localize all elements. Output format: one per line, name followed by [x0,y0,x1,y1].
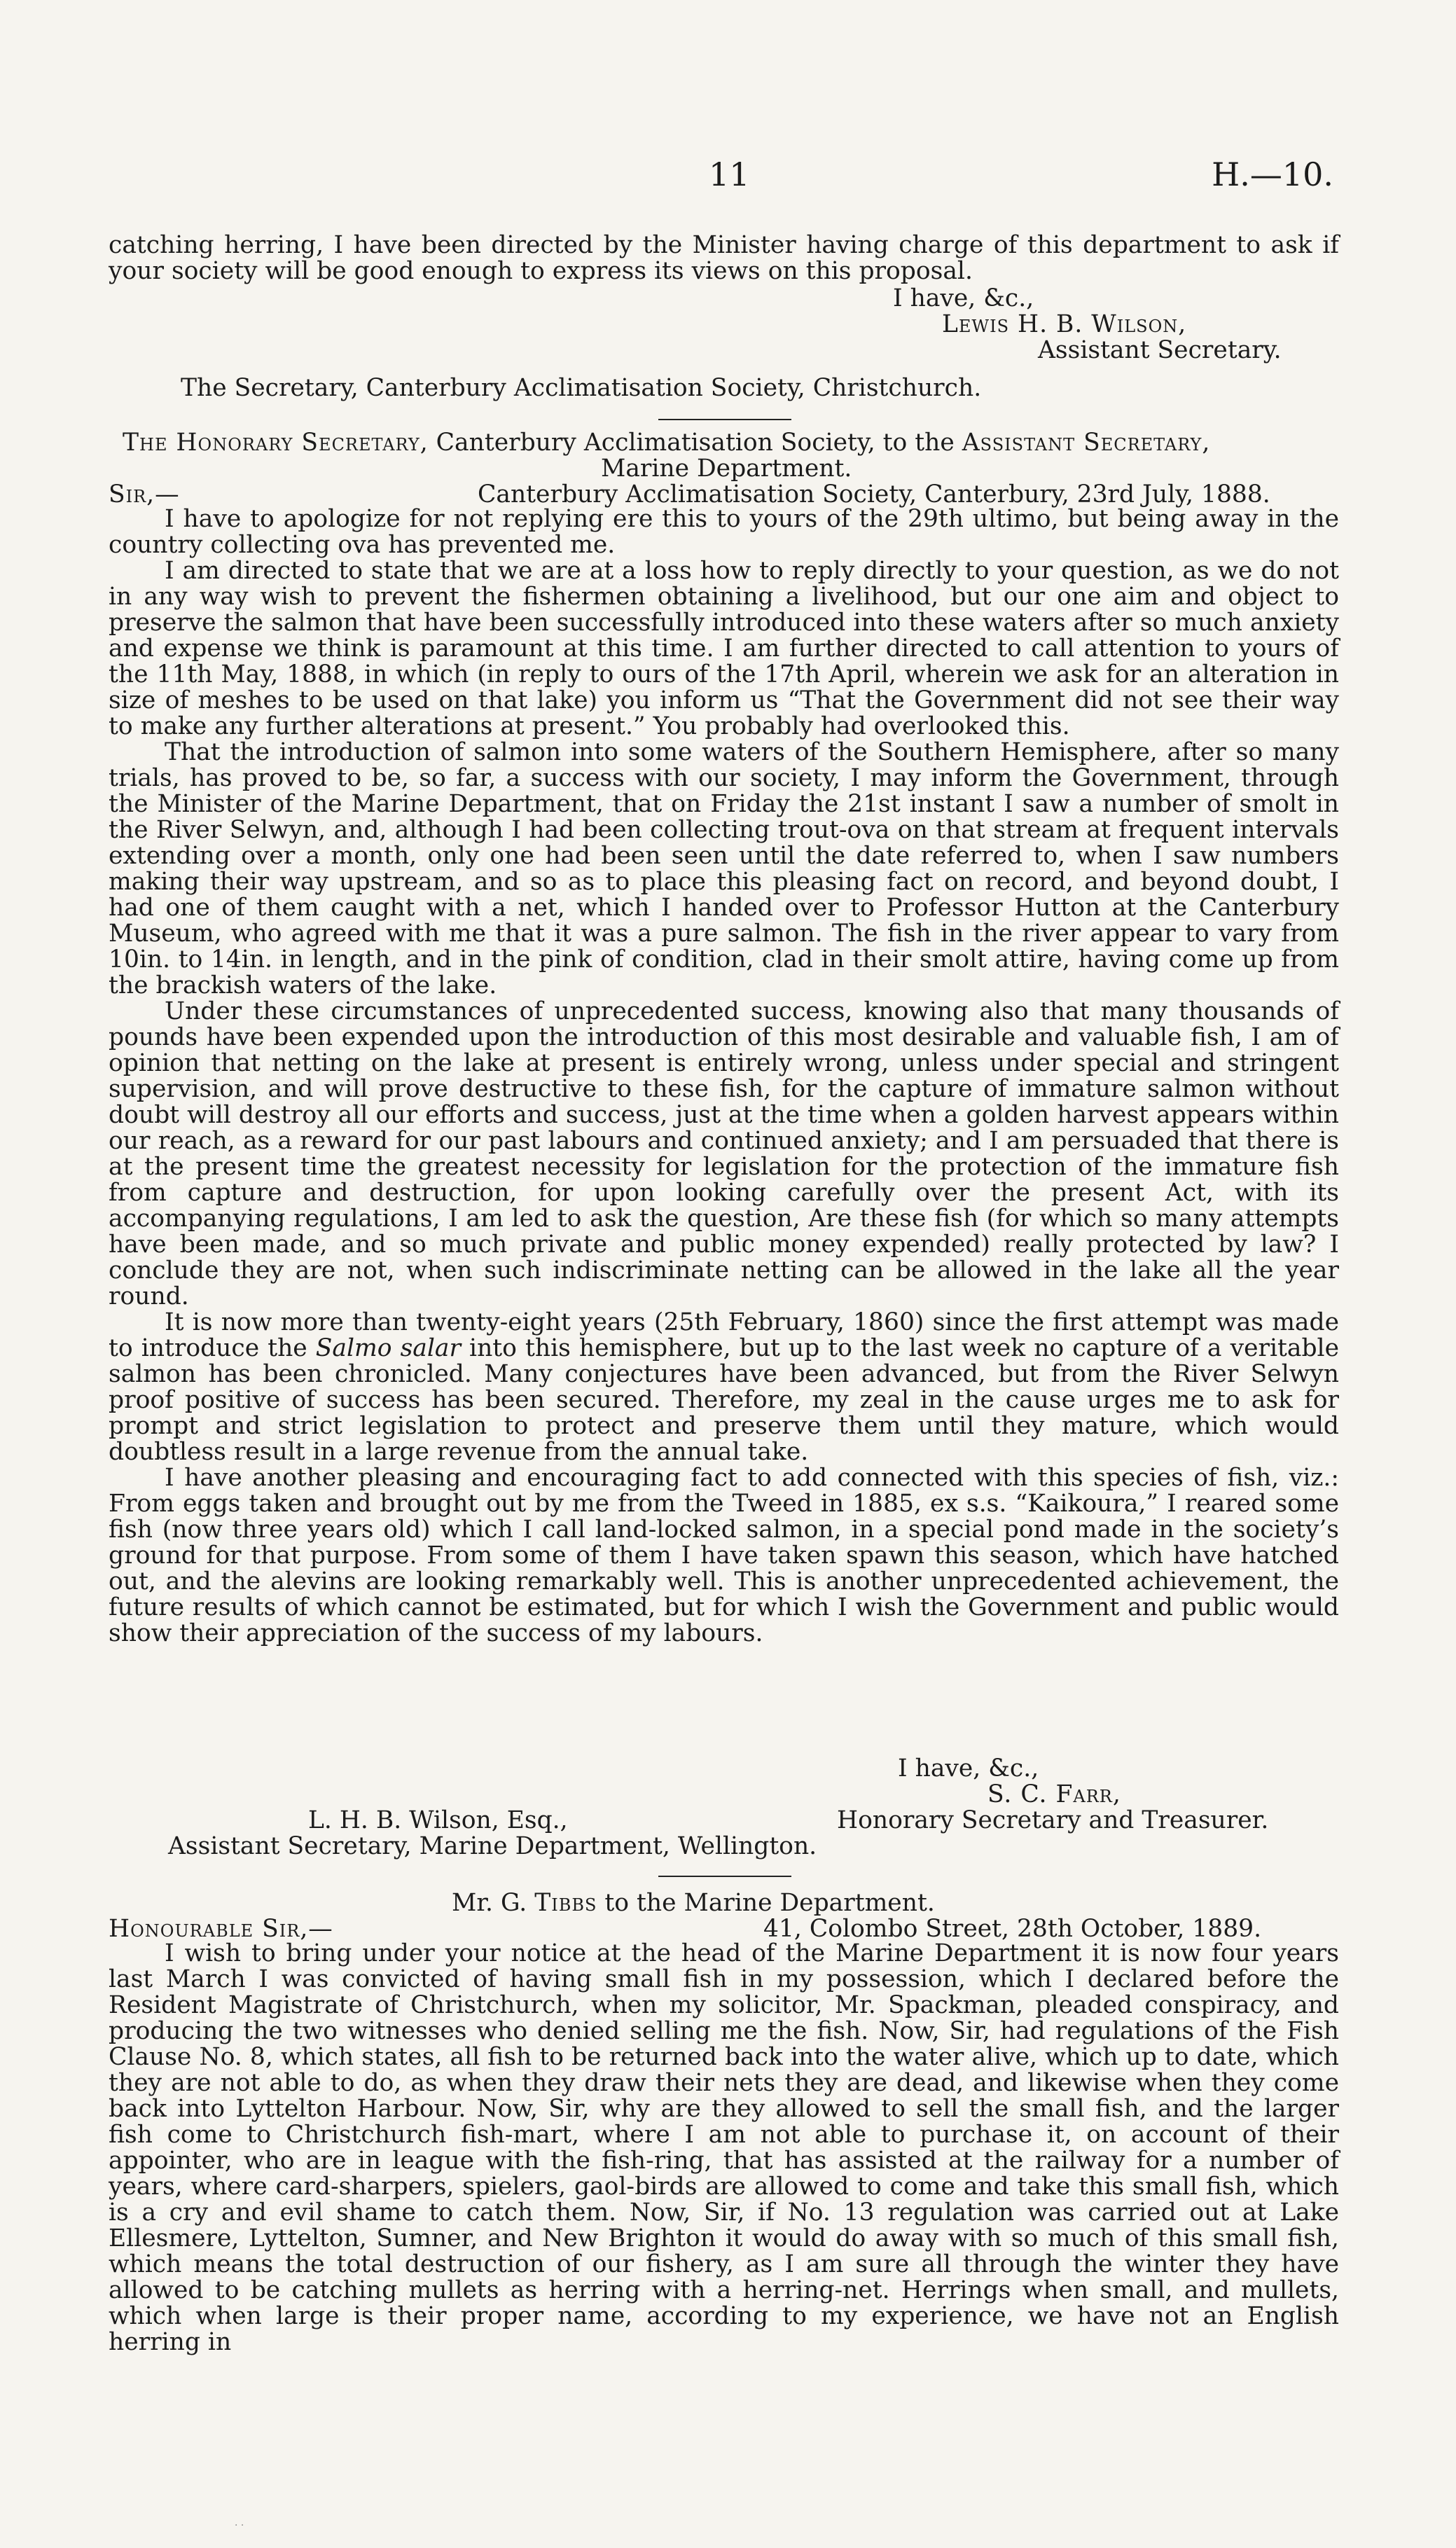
letter2-addressee-title: Assistant Secretary, Marine Department, Wellington. [168,1832,817,1860]
letter2-heading-mid: Canterbury Acclimatisation Society, to the [428,429,962,457]
letter2-paragraph-6: I have another pleasing and encouraging fact to add connected with this species of fish, viz.: From eggs taken and brought out by me from the Tweed in 1885, ex s.s. “Kaikoura,” I reared some fish (now three years old) which I call land-locked salmon, in a special pond made in the society’s ground for that purpose. From some of them I have taken spawn this season, which have hatched out, and the alevins are looking remarkably well. This is another unprecedented achievement, the future results of which cannot be estimated, but for which I wish the Government and public would show their appreciation of the success of my labours. [109,1464,1339,1647]
salmo-salar-italic: Salmo salar [315,1334,461,1362]
scan-speck: · · [235,2520,244,2531]
letter2-paragraph-5-end: into this hemisphere, but up to the last week no capture of a veritable salmon has been chronicled. Many conjectures have been advanced, but from the River Selwyn proof positive of success has been secured. Therefore, my zeal in the cause urges me to ask for prompt and strict legislation to protect and preserve them until they mature, which would doubtless result in a large revenue from the annual take. [109,1334,1339,1466]
letter2-paragraph-4: Under these circumstances of unprecedented success, knowing also that many thousands of pounds have been expended upon the introduction of this most desirable and valuable fish, I am of opinion that netting on the lake at present is entirely wrong, unless under special and stringent supervision, and will prove destructive to these fish, for the capture of immature salmon without doubt will destroy all our efforts and success, just at the time when a golden harvest appears within our reach, as a reward for our past labours and continued anxiety; and I am persuaded that there is at the present time the greatest necessity for legislation for the protection of the immature fish from capture and destruction, for upon looking carefully over the present Act, with its accompanying regulations, I am led to ask the question, Are these fish (for which so many attempts have been made, and so much private and public money expended) really protected by law? I conclude they are not, when such indiscriminate netting can be allowed in the lake all the year round. [109,997,1339,1310]
letter2-heading [123,429,1210,457]
letter1-sign-off: I have, &c., [893,284,1034,312]
letter2-heading-line2: Marine Department. [601,455,852,483]
letter2-addressee-name: L. H. B. Wilson, Esq., [308,1806,568,1834]
letter2-paragraph-1: I have to apologize for not replying ere this to yours of the 29th ultimo, but being away in the country collecting ova has prevented me. [109,505,1339,559]
letter2-salutation: Sir,— [109,480,180,508]
letter3-salutation: Honourable Sir,— [109,1915,333,1943]
letter2-body [109,506,1339,1647]
separator-rule-2 [658,1876,791,1877]
letter2-paragraph-2: I am directed to state that we are at a loss how to reply directly to your question, as we do not in any way wish to prevent the fishermen obtaining a livelihood, but our one aim and object to preserve the salmon that have been successfully introduced into these waters after so much anxiety and expense we think is paramount at this time. I am further directed to call attention to yours of the 11th May, 1888, in which (in reply to ours of the 17th April, wherein we ask for an alteration in size of meshes to be used on that lake) you inform us “That the Government did not see their way to make any further alterations at present.” You probably had overlooked this. [109,557,1339,740]
letter3-paragraph: I wish to bring under your notice at the head of the Marine Department it is now four years last March I was convicted of having small fish in my possession, which I declared before the Resident Magistrate of Christchurch, when my solicitor, Mr. Spackman, pleaded conspiracy, and producing the two witnesses who denied selling me the fish. Now, Sir, had regulations of the Fish Clause No. 8, which states, all fish to be returned back into the water alive, which up to date, which they are not able to do, as when they draw their nets they are dead, and likewise when they come back into Lyttelton Harbour. Now, Sir, why are they allowed to sell the small fish, and the larger fish come to Christchurch fish-mart, where I am not able to purchase it, on account of their appointer, who are in league with the fish-ring, that has assisted at the railway for a number of years, where card-sharpers, spielers, gaol-birds are allowed to come and take this small fish, which is a cry and evil shame to catch them. Now, Sir, if No. 13 regulation was carried out at Lake Ellesmere, Lyttelton, Sumner, and New Brighton it would do away with so much of this small fish, which means the total destruction of our fishery, as I am sure all through the winter they have allowed to be catching mullets as herring with a herring-net. Herrings when small, and mullets, which when large is their proper name, according to my experience, we have not an English herring in [109,1939,1339,2356]
letter2-place-date: Canterbury Acclimatisation Society, Canterbury, 23rd July, 1888. [478,480,1270,508]
page-number: 11 [709,155,750,193]
letter1-signer-title: Assistant Secretary. [1038,336,1282,364]
letter2-paragraph-5 [109,1310,1339,1465]
letter3-heading-prefix: Mr. G. [452,1889,535,1917]
letter2-heading-from: The Honorary Secretary, [123,429,429,457]
letter2-paragraph-5-start: It is now more than twenty-eight years (25th February, 1860) since the first attempt was made to introduce the [109,1308,1339,1362]
document-reference: H.—10. [1212,155,1333,193]
separator-rule-1 [658,419,791,420]
letter1-closing-paragraph: catching herring, I have been directed by the Minister having charge of this department to ask if your society will be good enough to express its views on this proposal. [109,231,1339,285]
letter2-heading-to: Assistant Secretary, [962,429,1211,457]
letter3-heading-suffix: to the Marine Department. [597,1889,935,1917]
letter2-paragraph-3: That the introduction of salmon into some waters of the Southern Hemisphere, after so many trials, has proved to be, so far, a success with our society, I may inform the Government, through the Minister of the Marine Department, that on Friday the 21st instant I saw a number of smolt in the River Selwyn, and, although I had been collecting trout-ova on that stream at frequent intervals extending over a month, only one had been seen until the date referred to, when I saw numbers making their way upstream, and so as to place this pleasing fact on record, and beyond doubt, I had one of them caught with a net, which I handed over to Professor Hutton at the Canterbury Museum, who agreed with me that it was a pure salmon. The fish in the river appear to vary from 10in. to 14in. in length, and in the pink of condition, clad in their smolt attire, having come up from the brackish waters of the lake. [109,738,1339,999]
letter3-body [109,1941,1339,2355]
letter3-heading [452,1889,935,1917]
letter1-addressee: The Secretary, Canterbury Acclimatisation Society, Christchurch. [181,374,982,402]
letter2-signer-title: Honorary Secretary and Treasurer. [837,1806,1269,1834]
letter2-signer-name: S. C. Farr, [987,1780,1121,1808]
letter1-signer-name: Lewis H. B. Wilson, [942,310,1187,338]
letter3-heading-name: Tibbs [534,1889,597,1917]
letter2-sign-off: I have, &c., [898,1754,1039,1782]
letter1-closing [109,233,1339,284]
letter3-place-date: 41, Colombo Street, 28th October, 1889. [763,1915,1262,1943]
